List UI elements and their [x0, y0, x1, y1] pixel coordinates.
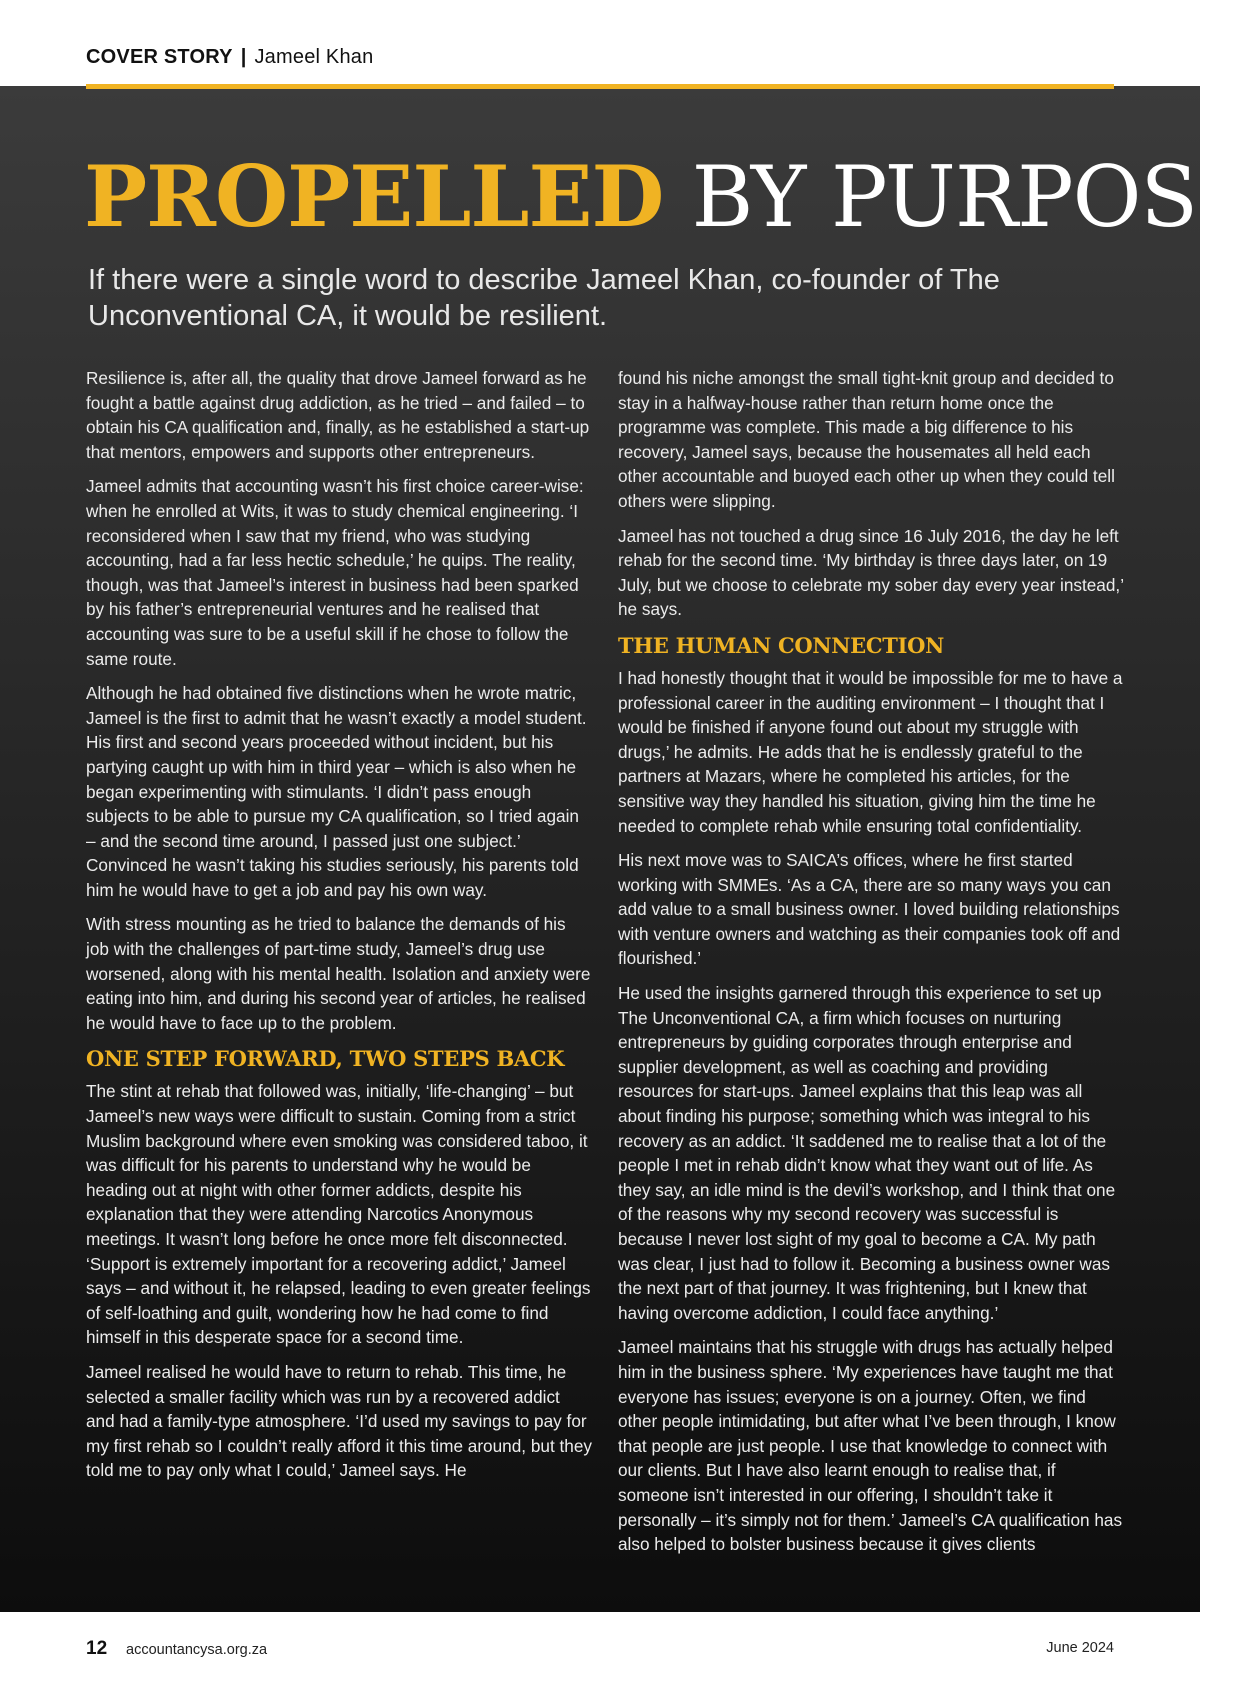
- website-link[interactable]: accountancysa.org.za: [126, 1642, 268, 1658]
- paragraph: Jameel has not touched a drug since 16 July 2016, the day he left rehab for the second time. ‘My birthday is three days later, on 19 July, but we choose to celebrate my sober day every year instead,’ he says.: [618, 525, 1124, 620]
- gold-rule: [86, 84, 1114, 89]
- paragraph: Jameel admits that accounting wasn’t his first choice career-wise: when he enrolled at Wits, it was to study chemical engineering. ‘I reconsidered when I saw that my friend, who was studying accounting, had a far less hectic schedule,’ he quips. The reality, though, was that Jameel’s interest in business had been sparked by his father’s entrepreneurial ventures and he realised that accounting was sure to be a useful skill if he chose to follow the same route.: [86, 476, 584, 669]
- subheading: THE HUMAN CONNECTION: [618, 632, 945, 658]
- subheading: ONE STEP FORWARD, TWO STEPS BACK: [86, 1046, 565, 1072]
- paragraph: Although he had obtained five distinctions when he wrote matric, Jameel is the first to admit that he wasn’t exactly a model student. His first and second years proceeded without incident, but his partying caught up with him in third year – which is also when he began experimenting with stimulants. ‘I didn’t pass enough subjects to be able to pursue my CA qualification, so I tried again – and the second time around, I passed just one subject.’ Convinced he wasn’t taking his studies seriously, his parents told him he would have to get a job and pay his own way.: [86, 683, 587, 900]
- top-bar: [0, 0, 1200, 86]
- left-column: [86, 366, 592, 1493]
- section-author: Jameel Khan: [254, 46, 374, 68]
- section-separator: |: [240, 46, 247, 68]
- paragraph: Jameel maintains that his struggle with drugs has actually helped him in the business sphere. ‘My experiences have taught me that everyone has issues; everyone is on a journey. Often, we find other people intimidating, but after what I’ve been through, I know that people are just people. I use that knowledge to connect with our clients. But I have also learnt enough to realise that, if someone isn’t interested in our offering, I shouldn’t take it personally – it’s simply not for them.’ Jameel’s CA qualification has also helped to bolster business because it gives clients: [618, 1337, 1123, 1555]
- right-column: [618, 366, 1124, 1567]
- paragraph: Resilience is, after all, the quality that drove Jameel forward as he fought a battle against drug addiction, as he tried – and failed – to obtain his CA qualification and, finally, as he established a start-up that mentors, empowers and supports other entrepreneurs.: [86, 368, 590, 462]
- paragraph: He used the insights garnered through this experience to set up The Unconventional CA, a firm which focuses on nurturing entrepreneurs by guiding corporates through enterprise and supplier development, as well as coaching and providing resources for start-ups. Jameel explains that this leap was all about finding his purpose; something which was integral to his recovery as an addict. ‘It saddened me to realise that a lot of the people I met in rehab didn’t know what they want out of life. As they say, an idle mind is the devil’s workshop, and I think that one of the reasons why my second recovery was successful is because I never lost sight of my goal to become a CA. My path was clear, I just had to follow it. Becoming a business owner was the next part of that journey. It was frightening, but I knew that having overcome addiction, I could face anything.’: [618, 983, 1116, 1323]
- issue-date: June 2024: [1046, 1640, 1114, 1656]
- standfirst: If there were a single word to describe Jameel Khan, co-founder of The Unconventional CA, it would be resilient.: [88, 264, 1000, 332]
- paragraph: With stress mounting as he tried to balance the demands of his job with the challenges of part-time study, Jameel’s drug use worsened, along with his mental health. Isolation and anxiety were eating into him, and during his second year of articles, he realised he would have to face up to the problem.: [86, 914, 591, 1033]
- paragraph: Jameel realised he would have to return to rehab. This time, he selected a smaller facility which was run by a recovered addict and had a family-type atmosphere. ‘I’d used my savings to pay for my first rehab so I couldn’t really afford it this time around, but they told me to pay only what I could,’ Jameel says. He: [86, 1361, 592, 1481]
- paragraph: His next move was to SAICA’s offices, where he first started working with SMMEs. ‘As a CA, there are so many ways you can add value to a small business owner. I loved building relationships with venture owners and watching as their companies took off and flourished.’: [618, 850, 1121, 969]
- section-label: [86, 46, 373, 69]
- headline-rest: BY PURPOSE: [691, 148, 1257, 246]
- section-tag: COVER STORY: [86, 46, 233, 68]
- paragraph: I had honestly thought that it would be impossible for me to have a professional career in the auditing environment – I thought that I would be finished if anyone found out about my struggle with drugs,’ he admits. He adds that he is endlessly grateful to the partners at Mazars, where he completed his articles, for the sensitive way they handled his situation, giving him the time he needed to complete rehab while ensuring total confidentiality.: [618, 667, 1123, 836]
- page-number: 12: [86, 1638, 108, 1659]
- paragraph: found his niche amongst the small tight-knit group and decided to stay in a halfway-house rather than return home once the programme was complete. This made a big difference to his recovery, Jameel says, because the housemates all held each other accountable and buoyed each other up when they could tell others were slipping.: [618, 368, 1115, 511]
- headline-accent: PROPELLED: [84, 147, 664, 246]
- headline: [84, 142, 1257, 252]
- paragraph: The stint at rehab that followed was, initially, ‘life-changing’ – but Jameel’s new ways were difficult to sustain. Coming from a strict Muslim background where even smoking was considered taboo, it was difficult for his parents to understand why he would be heading out at night with other former addicts, despite his explanation that they were attending Narcotics Anonymous meetings. It wasn’t long before he once more felt disconnected. ‘Support is extremely important for a recovering addict,’ Jameel says – and without it, he relapsed, leading to even greater feelings of self-loathing and guilt, wondering how he had come to find himself in this desperate space for a second time.: [86, 1081, 591, 1348]
